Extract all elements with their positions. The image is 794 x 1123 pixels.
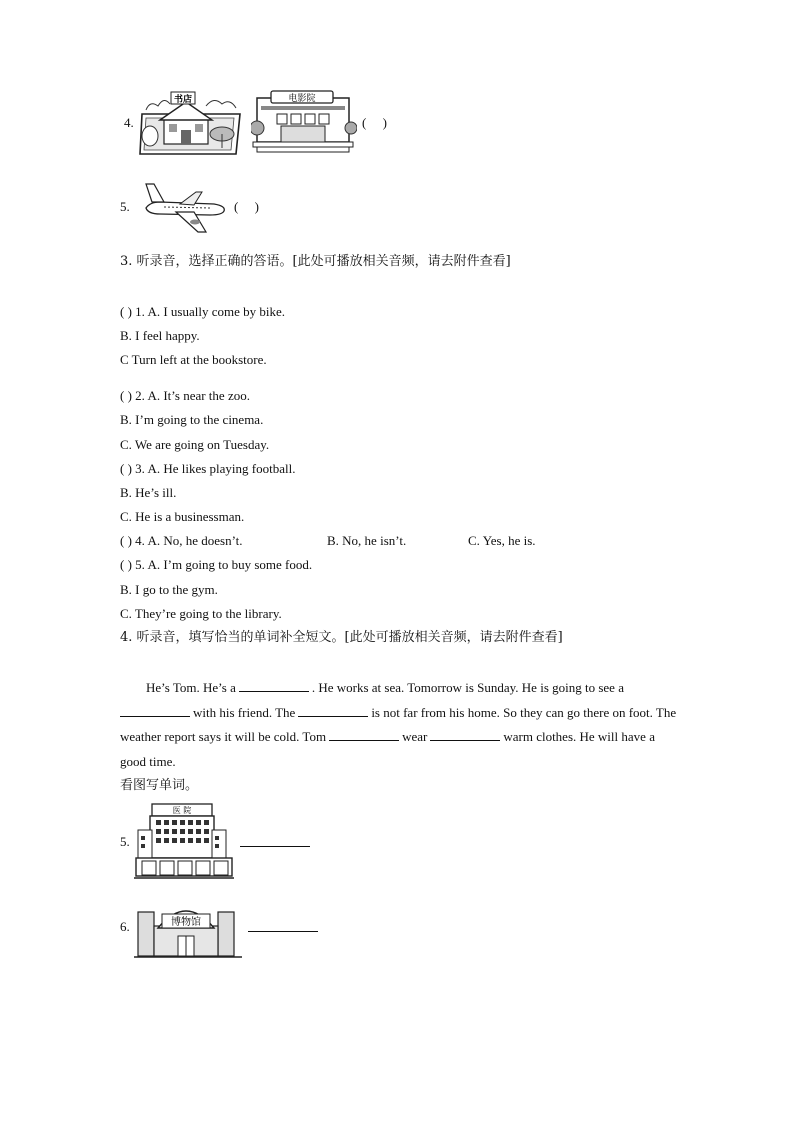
word-blank-6[interactable] (248, 918, 318, 932)
q2-option-b: B. I’m going to the cinema. (120, 412, 264, 427)
cloze-text-6: warm clothes. He will have a good time. (120, 729, 655, 769)
cloze-blank-5[interactable] (430, 727, 500, 741)
cloze-passage (120, 676, 680, 774)
hospital-picture (134, 800, 234, 882)
q4-option-a: ( ) 4. A. No, he doesn’t. (120, 533, 243, 548)
q2-option-a: ( ) 2. A. It’s near the zoo. (120, 388, 250, 403)
picture-words-heading: 看图写单词。 (120, 778, 199, 793)
cloze-text-3: with his friend. The (193, 704, 296, 720)
q4-option-b: B. No, he isn’t. (327, 533, 407, 548)
cloze-text-4: is not far from his home. So they can go there on foot. The weather report says it will be cold. Tom (120, 704, 677, 744)
q1-option-c: C Turn left at the bookstore. (120, 352, 267, 367)
item4-answer-paren: ( ) (362, 115, 387, 130)
word-blank-5[interactable] (240, 833, 310, 847)
q5-option-a: ( ) 5. A. I’m going to buy some food. (120, 557, 313, 572)
museum-picture (134, 900, 242, 960)
museum-sign: 博物馆 (171, 917, 201, 928)
item4-number: 4. (124, 115, 134, 130)
item5-answer-paren: ( ) (234, 199, 259, 214)
cloze-blank-2[interactable] (120, 703, 190, 717)
q3-option-b: B. He’s ill. (120, 485, 177, 500)
word-item6-number: 6. (120, 919, 130, 934)
q4-option-c: C. Yes, he is. (468, 533, 536, 548)
word-item5-number: 5. (120, 834, 130, 849)
cloze-blank-3[interactable] (298, 703, 368, 717)
q3-option-c: C. He is a businessman. (120, 509, 245, 524)
q5-option-c: C. They’re going to the library. (120, 606, 282, 621)
section3-heading: 3. 听录音，选择正确的答语。[此处可播放相关音频，请去附件查看] (120, 254, 511, 269)
hospital-sign: 医 院 (172, 806, 192, 815)
item5-number: 5. (120, 199, 130, 214)
q1-option-b: B. I feel happy. (120, 328, 200, 343)
cloze-text-2: . He works at sea. Tomorrow is Sunday. He is going to see a (311, 680, 624, 695)
q1-option-a: ( ) 1. A. I usually come by bike. (120, 304, 285, 319)
cloze-blank-1[interactable] (239, 678, 309, 692)
cinema-sign: 电影院 (288, 94, 316, 104)
q5-option-b: B. I go to the gym. (120, 582, 218, 597)
cloze-text-5: wear (402, 729, 428, 744)
airplane-picture (140, 180, 228, 236)
q2-option-c: C. We are going on Tuesday. (120, 437, 270, 452)
cinema-picture (251, 88, 357, 158)
cloze-blank-4[interactable] (329, 727, 399, 741)
bookstore-picture (136, 88, 246, 158)
section4-heading: 4. 听录音，填写恰当的单词补全短文。[此处可播放相关音频，请去附件查看] (120, 630, 563, 645)
bookstore-sign: 书店 (173, 95, 193, 105)
cloze-text-1: He’s Tom. He’s a (146, 680, 236, 695)
q3-option-a: ( ) 3. A. He likes playing football. (120, 461, 296, 476)
